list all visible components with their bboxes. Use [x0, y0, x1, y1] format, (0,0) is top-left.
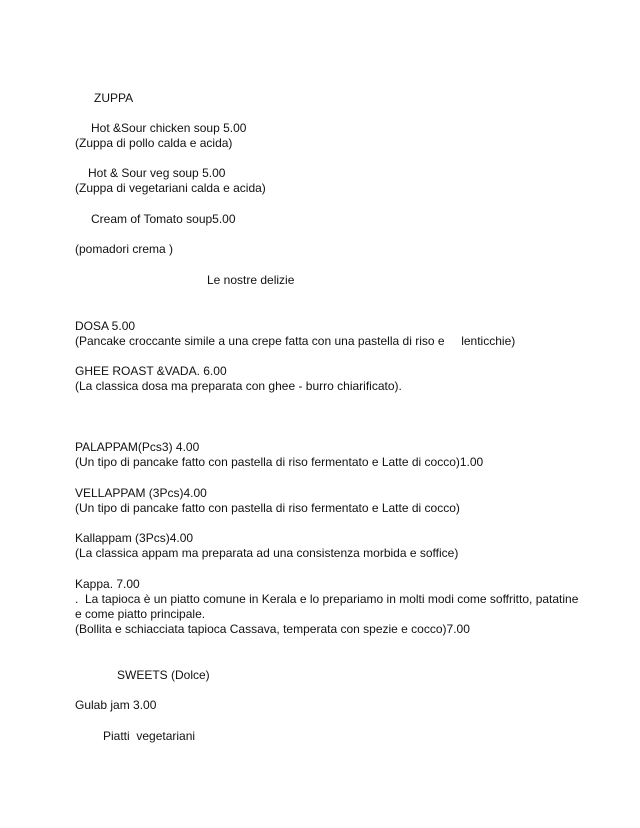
menu-item-name: Gulab jam 3.00 — [75, 698, 157, 712]
sweets-heading: SWEETS (Dolce) — [117, 668, 210, 682]
menu-item-desc: (La classica dosa ma preparata con ghee - burro chiarificato). — [75, 379, 402, 393]
menu-item-desc: e come piatto principale. — [75, 607, 206, 621]
delizie-heading: Le nostre delizie — [207, 273, 295, 287]
menu-item-desc: (Bollita e schiacciata tapioca Cassava, temperata con spezie e cocco)7.00 — [75, 622, 470, 636]
menu-item-name: DOSA 5.00 — [75, 319, 136, 333]
zuppa-heading: ZUPPA — [94, 91, 134, 105]
menu-item-desc: . La tapioca è un piatto comune in Kerala e lo prepariamo in molti modi come soffritto, patatine — [75, 592, 579, 606]
menu-item-name: Cream of Tomato soup5.00 — [91, 212, 236, 226]
menu-item-name: Hot & Sour veg soup 5.00 — [88, 166, 226, 180]
menu-item-name: Kappa. 7.00 — [75, 577, 140, 591]
menu-item-name: VELLAPPAM (3Pcs)4.00 — [75, 486, 207, 500]
menu-item-desc: (Pancake croccante simile a una crepe fatta con una pastella di riso e lenticchie) — [75, 334, 516, 348]
menu-item-desc: (Zuppa di vegetariani calda e acida) — [75, 181, 266, 195]
menu-item-name: PALAPPAM(Pcs3) 4.00 — [75, 440, 200, 454]
menu-item-name: Kallappam (3Pcs)4.00 — [75, 531, 194, 545]
menu-item-name: GHEE ROAST &VADA. 6.00 — [75, 364, 227, 378]
menu-item-desc: (La classica appam ma preparata ad una consistenza morbida e soffice) — [75, 546, 459, 560]
vegetariani-heading: Piatti vegetariani — [103, 729, 196, 743]
menu-item-desc: (Zuppa di pollo calda e acida) — [75, 136, 233, 150]
menu-item-desc: (Un tipo di pancake fatto con pastella di riso fermentato e Latte di cocco)1.00 — [75, 455, 484, 469]
menu-item-name: Hot &Sour chicken soup 5.00 — [91, 121, 247, 135]
menu-item-desc: (Un tipo di pancake fatto con pastella di riso fermentato e Latte di cocco) — [75, 501, 460, 515]
menu-item-desc: (pomadori crema ) — [75, 242, 174, 256]
